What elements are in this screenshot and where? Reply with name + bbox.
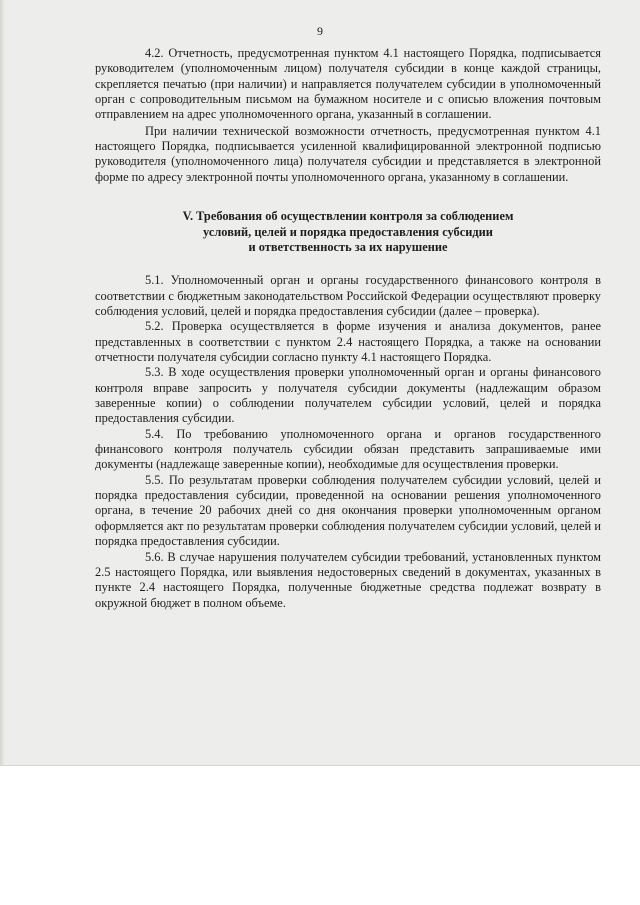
paragraph-4-2: 4.2. Отчетность, предусмотренная пунктом 4.1 настоящего Порядка, подписывается руководителем (уполномоченным лицом) получателя субсидии в конце каждой страницы, скрепляется печатью (при наличии) и направляется получателем субсидии в уполномоченный орган с сопроводительным письмом на бумажном носителе и с описью вложения почтовым отправлением на адрес уполномоченного органа, указанный в соглашении. xyxy=(95,46,601,122)
paragraph-5-5: 5.5. По результатам проверки соблюдения получателем субсидии условий, целей и порядка предоставления субсидии, проведенной на основании решения уполномоченного органа, в течение 20 рабочих дней со дня окончания проверки уполномоченным органом оформляется акт по результатам проверки соблюдения получателем субсидии условий, целей и порядка предоставления субсидии. xyxy=(95,472,601,549)
paragraph-5-3: 5.3. В ходе осуществления проверки уполномоченный орган и органы финансового контроля вправе запросить у получателя субсидии документы (надлежащим образом заверенные копии) о соблюдении получателем субсидии условий, целей и порядка предоставления субсидии. xyxy=(95,365,601,426)
section-title-line-1: V. Требования об осуществлении контроля за соблюдением xyxy=(182,209,514,224)
document-body xyxy=(95,46,601,611)
section-title-line-2: условий, целей и порядка предоставления субсидии xyxy=(203,224,493,239)
page-number: 9 xyxy=(317,24,323,38)
paragraph-5-1: 5.1. Уполномоченный орган и органы государственного финансового контроля в соответствии с бюджетным законодательством Российской Федерации осуществляют проверку соблюдения условий, целей и порядка предоставления субсидии (далее – проверка). xyxy=(95,273,601,318)
paragraph-5-4: 5.4. По требованию уполномоченного органа и органов государственного финансового контроля получатель субсидии обязан представить запрашиваемые ими документы (надлежаще заверенные копии), необходимые для осуществления проверки. xyxy=(95,426,601,472)
section-title xyxy=(95,209,601,255)
paragraph-electronic-reporting: При наличии технической возможности отчетность, предусмотренная пунктом 4.1 настоящего Порядка, подписывается усиленной квалифицированной электронной подписью руководителя (уполномоченного лица) получателя субсидии и представляется в электронной форме по адресу электронной почты уполномоченного органа, указанному в соглашении. xyxy=(95,123,601,184)
section-title-line-3: и ответственность за их нарушение xyxy=(248,239,448,254)
paragraph-5-6: 5.6. В случае нарушения получателем субсидии требований, установленных пунктом 2.5 настоящего Порядка, или выявления недостоверных сведений в документах, указанных в пункте 2.4 настоящего Порядка, полученные бюджетные средства подлежат возврату в окружной бюджет в полном объеме. xyxy=(95,549,601,610)
paragraph-5-2: 5.2. Проверка осуществляется в форме изучения и анализа документов, ранее представленных в соответствии с пунктом 2.4 настоящего Порядка, а также на основании отчетности получателя субсидии согласно пункту 4.1 настоящего Порядка. xyxy=(95,319,601,365)
